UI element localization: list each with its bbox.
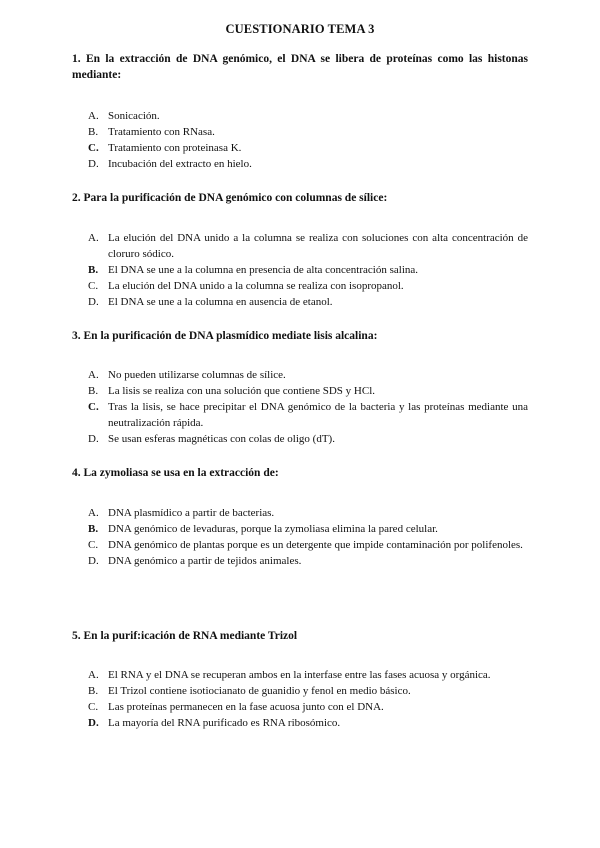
option-text: El DNA se une a la columna en ausencia de etanol. bbox=[108, 296, 333, 308]
option-letter: A. bbox=[88, 232, 99, 244]
option-5c bbox=[88, 699, 528, 715]
option-letter: B. bbox=[88, 523, 99, 535]
option-letter: A. bbox=[88, 110, 99, 122]
option-5a bbox=[88, 667, 528, 683]
option-letter: C. bbox=[88, 539, 99, 551]
question-5-options bbox=[88, 667, 528, 731]
option-2a bbox=[88, 230, 528, 262]
option-1d bbox=[88, 156, 528, 172]
question-4-heading: 4. La zymoliasa se usa en la extracción de: bbox=[72, 467, 279, 479]
option-letter: A. bbox=[88, 369, 99, 381]
option-3a bbox=[88, 367, 528, 383]
option-letter: A. bbox=[88, 507, 99, 519]
option-2d bbox=[88, 294, 528, 310]
option-text: La elución del DNA unido a la columna se realiza con isopropanol. bbox=[108, 280, 404, 292]
option-letter: B. bbox=[88, 264, 99, 276]
option-text: DNA genómico de levaduras, porque la zymoliasa elimina la pared celular. bbox=[108, 523, 438, 535]
option-text: El RNA y el DNA se recuperan ambos en la interfase entre las fases acuosa y orgánica. bbox=[108, 669, 491, 681]
option-letter: D. bbox=[88, 555, 99, 567]
option-4a bbox=[88, 505, 528, 521]
option-letter: D. bbox=[88, 296, 99, 308]
option-text: Sonicación. bbox=[108, 110, 160, 122]
option-text: La mayoría del RNA purificado es RNA ribosómico. bbox=[108, 717, 341, 729]
option-4c bbox=[88, 537, 528, 553]
option-letter: D. bbox=[88, 158, 99, 170]
option-3b bbox=[88, 383, 528, 399]
option-letter: C. bbox=[88, 701, 99, 713]
option-letter: C. bbox=[88, 142, 99, 154]
option-5b bbox=[88, 683, 528, 699]
option-text: Tras la lisis, se hace precipitar el DNA genómico de la bacteria y las proteínas mediante una neutralización rápida. bbox=[108, 401, 528, 429]
option-text: Las proteínas permanecen en la fase acuosa junto con el DNA. bbox=[108, 701, 384, 713]
option-text: La elución del DNA unido a la columna se realiza con soluciones con alta concentración de cloruro sódico. bbox=[108, 232, 528, 260]
question-2-heading: 2. Para la purificación de DNA genómico con columnas de sílice: bbox=[72, 192, 388, 204]
question-1-options bbox=[88, 108, 528, 172]
option-1a bbox=[88, 108, 528, 124]
option-2c bbox=[88, 278, 528, 294]
option-2b bbox=[88, 262, 528, 278]
option-letter: C. bbox=[88, 280, 99, 292]
question-2-options bbox=[88, 230, 528, 310]
option-letter: D. bbox=[88, 433, 99, 445]
option-4b bbox=[88, 521, 528, 537]
question-1-heading: 1. En la extracción de DNA genómico, el DNA se libera de proteínas como las histonas mediante: bbox=[72, 53, 528, 81]
option-letter: B. bbox=[88, 126, 99, 138]
question-3-heading: 3. En la purificación de DNA plasmídico mediate lisis alcalina: bbox=[72, 330, 378, 342]
option-letter: D. bbox=[88, 717, 99, 729]
option-text: No pueden utilizarse columnas de sílice. bbox=[108, 369, 286, 381]
option-text: Tratamiento con RNasa. bbox=[108, 126, 215, 138]
option-text: DNA genómico a partir de tejidos animales. bbox=[108, 555, 302, 567]
page-title: CUESTIONARIO TEMA 3 bbox=[225, 22, 375, 36]
option-text: DNA genómico de plantas porque es un detergente que impide contaminación por polifenoles. bbox=[108, 539, 523, 551]
option-letter: A. bbox=[88, 669, 99, 681]
option-letter: B. bbox=[88, 385, 99, 397]
option-4d bbox=[88, 553, 528, 569]
option-3d bbox=[88, 431, 528, 447]
option-text: El DNA se une a la columna en presencia de alta concentración salina. bbox=[108, 264, 419, 276]
question-4-options bbox=[88, 505, 528, 569]
option-text: Incubación del extracto en hielo. bbox=[108, 158, 252, 170]
option-letter: B. bbox=[88, 685, 99, 697]
option-3c bbox=[88, 399, 528, 431]
option-text: DNA plasmídico a partir de bacterias. bbox=[108, 507, 275, 519]
option-letter: C. bbox=[88, 401, 99, 413]
option-text: La lisis se realiza con una solución que contiene SDS y HCl. bbox=[108, 385, 375, 397]
option-text: Tratamiento con proteinasa K. bbox=[108, 142, 242, 154]
option-text: Se usan esferas magnéticas con colas de oligo (dT). bbox=[108, 433, 335, 445]
question-3-options bbox=[88, 367, 528, 447]
option-1b bbox=[88, 124, 528, 140]
option-text: El Trizol contiene isotiocianato de guanidio y fenol en medio básico. bbox=[108, 685, 411, 697]
option-1c bbox=[88, 140, 528, 156]
question-5-heading: 5. En la purif:icación de RNA mediante Trizol bbox=[72, 630, 298, 642]
option-5d bbox=[88, 715, 528, 731]
